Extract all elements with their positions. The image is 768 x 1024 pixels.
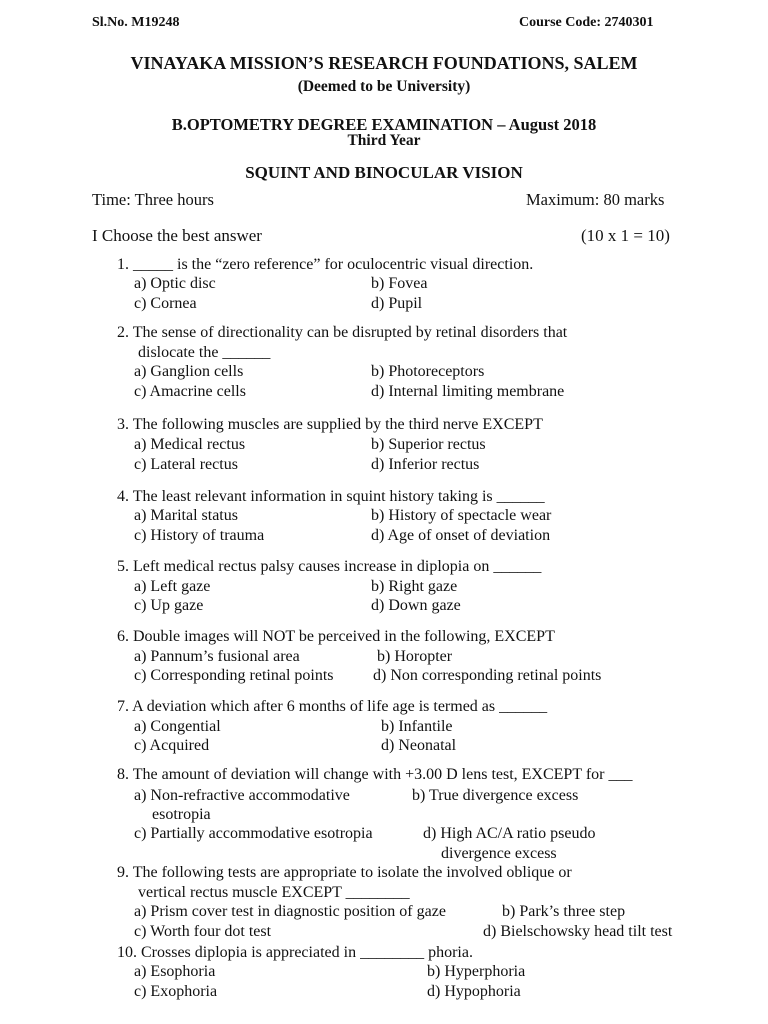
question-stem: 3. The following muscles are supplied by the third nerve EXCEPT xyxy=(117,416,543,433)
option-a: a) Pannum’s fusional area xyxy=(134,648,300,665)
question-stem: 2. The sense of directionality can be disrupted by retinal disorders that xyxy=(117,324,568,341)
option-b: b) Infantile xyxy=(381,718,453,735)
option-c: c) History of trauma xyxy=(134,527,265,544)
option-c: c) Exophoria xyxy=(134,983,218,1000)
option-d: d) Internal limiting membrane xyxy=(371,383,565,400)
option-d: d) High AC/A ratio pseudo xyxy=(423,825,596,842)
option-d: d) Pupil xyxy=(371,295,423,312)
option-a: a) Optic disc xyxy=(134,275,216,292)
option-b: b) Photoreceptors xyxy=(371,363,485,380)
option-d: d) Down gaze xyxy=(371,597,461,614)
option-a: a) Non-refractive accommodative xyxy=(134,787,350,804)
option-d: d) Inferior rectus xyxy=(371,456,480,473)
option-d-continued: divergence excess xyxy=(441,845,557,862)
option-a-continued: esotropia xyxy=(152,806,211,823)
option-d: d) Non corresponding retinal points xyxy=(373,667,602,684)
option-b: b) History of spectacle wear xyxy=(371,507,552,524)
option-a: a) Congential xyxy=(134,718,221,735)
option-c: c) Worth four dot test xyxy=(134,923,272,940)
question-stem-continued: dislocate the ______ xyxy=(138,344,271,361)
option-d: d) Bielschowsky head tilt test xyxy=(483,923,673,940)
course-code: Course Code: 2740301 xyxy=(519,15,654,30)
institution-name: VINAYAKA MISSION’S RESEARCH FOUNDATIONS, SALEM xyxy=(130,53,638,73)
question-stem-continued: vertical rectus muscle EXCEPT ________ xyxy=(138,884,410,901)
section-title: I Choose the best answer xyxy=(92,226,262,245)
option-d: d) Hypophoria xyxy=(427,983,521,1000)
exam-year: Third Year xyxy=(347,132,421,149)
option-a: a) Prism cover test in diagnostic position of gaze xyxy=(134,903,446,920)
option-c: c) Lateral rectus xyxy=(134,456,238,473)
deemed-university: (Deemed to be University) xyxy=(297,78,471,95)
question-stem: 5. Left medical rectus palsy causes increase in diplopia on ______ xyxy=(117,558,542,575)
option-c: c) Up gaze xyxy=(134,597,204,614)
option-c: c) Acquired xyxy=(134,737,210,754)
option-b: b) Superior rectus xyxy=(371,436,486,453)
option-d: d) Age of onset of deviation xyxy=(371,527,551,544)
exam-duration: Time: Three hours xyxy=(92,190,214,209)
exam-title: B.OPTOMETRY DEGREE EXAMINATION – August 2018 xyxy=(171,115,597,134)
option-b: b) Right gaze xyxy=(371,578,458,595)
option-b: b) Fovea xyxy=(371,275,428,292)
question-stem: 4. The least relevant information in squint history taking is ______ xyxy=(117,488,545,505)
question-stem: 1. _____ is the “zero reference” for oculocentric visual direction. xyxy=(117,256,534,273)
option-b: b) Hyperphoria xyxy=(427,963,526,980)
option-a: a) Left gaze xyxy=(134,578,211,595)
option-b: b) Park’s three step xyxy=(502,903,626,920)
question-stem: 8. The amount of deviation will change with +3.00 D lens test, EXCEPT for ___ xyxy=(117,766,633,783)
option-a: a) Ganglion cells xyxy=(134,363,244,380)
option-a: a) Marital status xyxy=(134,507,238,524)
section-marks: (10 x 1 = 10) xyxy=(581,226,670,245)
option-b: b) True divergence excess xyxy=(412,787,579,804)
option-b: b) Horopter xyxy=(377,648,453,665)
option-c: c) Partially accommodative esotropia xyxy=(134,825,373,842)
option-c: c) Corresponding retinal points xyxy=(134,667,334,684)
question-stem: 9. The following tests are appropriate to isolate the involved oblique or xyxy=(117,864,572,881)
option-a: a) Medical rectus xyxy=(134,436,246,453)
maximum-marks: Maximum: 80 marks xyxy=(526,190,665,209)
question-stem: 10. Crosses diplopia is appreciated in ________ phoria. xyxy=(117,944,473,961)
option-c: c) Amacrine cells xyxy=(134,383,246,400)
option-a: a) Esophoria xyxy=(134,963,216,980)
question-stem: 6. Double images will NOT be perceived in the following, EXCEPT xyxy=(117,628,555,645)
option-c: c) Cornea xyxy=(134,295,197,312)
subject-title: SQUINT AND BINOCULAR VISION xyxy=(245,163,523,182)
option-d: d) Neonatal xyxy=(381,737,457,754)
question-stem: 7. A deviation which after 6 months of life age is termed as ______ xyxy=(117,698,548,715)
serial-number: Sl.No. M19248 xyxy=(92,15,180,30)
